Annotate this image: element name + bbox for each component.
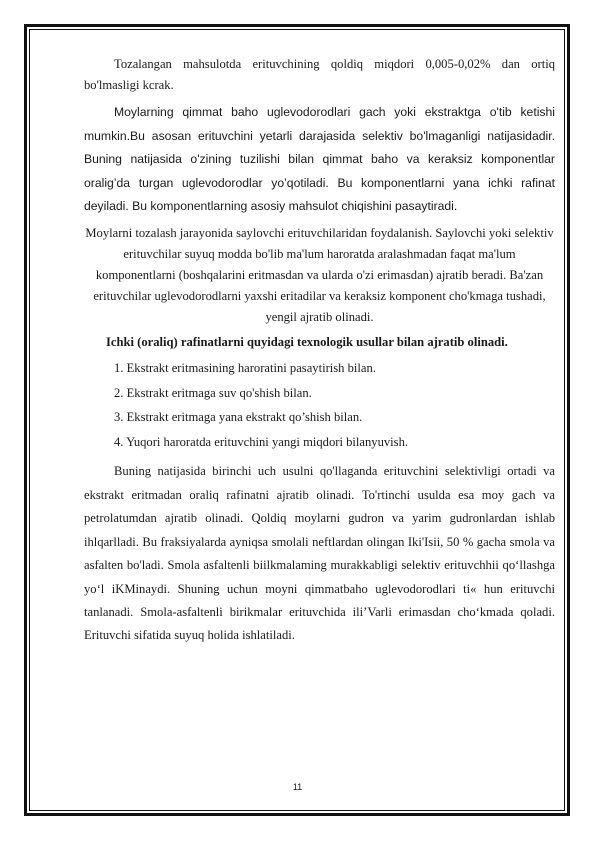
section-heading-internal-raffinates: Ichki (oraliq) rafinatlarni quyidagi texnologik usullar bilan ajratib olinadi.: [106, 334, 508, 349]
document-body: [84, 54, 555, 648]
list-item: 2. Ekstrakt eritmaga suv qo'shish bilan.: [114, 385, 312, 400]
methods-list: [84, 356, 555, 454]
paragraph-valuable-hydrocarbons: Moylarning qimmat baho uglevodorodlari gach yoki ekstraktga o'tib ketishi mumkin.Bu asosan erituvchini yetarli darajasida selektiv bo'lmaganligi natijasidadir. Buning natijasida o'zining tuzilishi bilan qimmat baho va keraksiz komponentlar oralig’da turgan uglevodorodlar yo’qotiladi. Bu komponentlarni yana ichki rafinat deyiladi. Bu komponentlarning asosiy mahsulot chiqishini pasaytiradi.: [84, 105, 555, 214]
paragraph-selective-solvents: Moylarni tozalash jarayonida saylovchi erituvchilaridan foydalanish. Saylovchi yoki selektiv erituvchilar suyuq modda bo'lib ma'lum haroratda aralashmadan faqat ma'lum komponentlarni (boshqalarini eritmasdan va ularda o'zi erimasdan) ajratib beradi. Ba'zan erituvchilar uglevodorodlarni yaxshi eritadilar va keraksiz komponent cho'kmaga tushadi, yengil ajratib olinadi.: [85, 225, 554, 324]
paragraph-results: Buning natijasida birinchi uch usulni qo'llaganda erituvchini selektivligi ortadi va ekstrakt eritmadan oraliq rafinatni ajratib olinadi. To'rtinchi usulda esa moy gach va petrolatumdan ajratib olinadi. Qoldiq moylarni gudron va yarim gudronlardan ishlab ihlqarlladi. Bu fraksiyalarda ayniqsa smolali neftlardan olingan Iki'Isii, 50 % gacha smola va asfalten bo'ladi. Smola asfaltenli biilkmalaming murakkabligi selektiv erituvchhii qo‘llashga yo‘l iKMinaydi. Shuning uchun moyni qimmatbaho uglevodorodlari ti« hun erituvchi tanlanadi. Smola-asfaltenli birikmalar erituvchida ili’Varli erimasdan cho‘kmada qoladi. Erituvchi sifatida suyuq holida ishlatiladi.: [84, 464, 555, 643]
list-item: 4. Yuqori haroratda erituvchini yangi miqdori bilanyuvish.: [114, 434, 409, 449]
paragraph-residual-solvent: Tozalangan mahsulotda erituvchining qoldiq miqdori 0,005-0,02% dan ortiq bo'lmasligi kcrak.: [84, 57, 555, 92]
list-item: 1. Ekstrakt eritmasining haroratini pasaytirish bilan.: [114, 361, 376, 376]
page-number: 11: [292, 782, 303, 792]
list-item: 3. Ekstrakt eritmaga yana ekstrakt qo’shish bilan.: [114, 410, 363, 425]
